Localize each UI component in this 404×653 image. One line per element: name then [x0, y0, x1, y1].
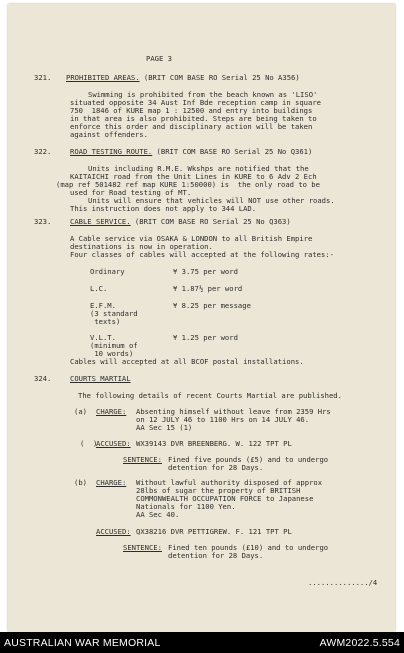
rate-class-efm: E.F.M.	[90, 301, 116, 310]
case-b-charge-label: CHARGE:	[96, 478, 127, 487]
case-b-sentence-line1: Fined ten pounds (£10) and to undergo	[168, 543, 329, 552]
item-footer-323: Cables will accepted at all BCOF postal installations.	[70, 357, 304, 366]
item-number-321: 321.	[34, 73, 52, 82]
item-body-323-line3: Four classes of cables will accepted at the following rates:-	[70, 250, 334, 259]
case-b-charge-line1: Without lawful authority disposed of approx	[136, 478, 323, 487]
item-heading-323: CABLE SERVICE. (BRIT COM BASE RO Serial 25 No Q363)	[70, 217, 291, 226]
item-number-324: 324.	[34, 374, 52, 383]
case-a-accused-label: ACCUSED:	[96, 439, 131, 448]
case-b-sentence-label: SENTENCE:	[123, 543, 162, 552]
page-title: PAGE 3	[146, 54, 172, 63]
case-b-accused-label: ACCUSED:	[96, 527, 131, 536]
rate-value-vlt: ¥ 1.25 per word	[173, 333, 238, 342]
item-body-323-line1: A Cable service via OSAKA & LONDON to all British Empire	[70, 234, 313, 243]
item-number-323: 323.	[34, 217, 52, 226]
item-body-321-line4: in that area is also prohibited. Steps are being taken to	[70, 114, 317, 123]
archive-footer-bar	[0, 632, 404, 653]
item-body-323-line2: destinations is now in operation.	[70, 242, 213, 251]
case-b-accused: QX38216 DVR PETTIGREW. F. 121 TPT PL	[136, 527, 292, 536]
rate-value-efm: ¥ 8.25 per message	[173, 301, 251, 310]
item-body-322-line1: Units including R.M.E. Wkshps are notified that the	[88, 164, 309, 173]
item-number-322: 322.	[34, 147, 52, 156]
item-body-321-line6: against offenders.	[70, 130, 148, 139]
courts-martial-intro: The following details of recent Courts Martial are published.	[78, 391, 342, 400]
archive-reference: AWM2022.5.554	[319, 637, 400, 649]
case-a-charge-line1: Absenting himself without leave from 2359 Hrs	[136, 407, 331, 416]
item-body-321-line3: 750 1846 of KURE map 1 : 12500 and entry into buildings	[70, 106, 313, 115]
rate-value-lc: ¥ 1.87½ per word	[173, 284, 243, 293]
rate-class-efm-note1: (3 standard	[90, 309, 138, 318]
rate-class-vlt: V.L.T.	[90, 333, 116, 342]
document-page	[8, 4, 395, 632]
case-a-charge-line2: on 12 JULY 46 to 1100 Hrs on 14 JULY 46.	[136, 415, 310, 424]
archive-name: AUSTRALIAN WAR MEMORIAL	[4, 637, 161, 649]
item-body-322-line6: This instruction does not apply to 344 LAD.	[70, 204, 257, 213]
case-a-bracket: ( )	[80, 439, 98, 448]
case-a-accused: WX39143 DVR BREENBERG. W. 122 TPT PL	[136, 439, 292, 448]
item-heading-322: ROAD TESTING ROUTE. (BRIT COM BASE RO Serial 25 No Q361)	[70, 147, 313, 156]
item-body-321-line5: enforce this order and disciplinary action will be taken	[70, 122, 313, 131]
case-b-charge-line4: Nationals for 1100 Yen.	[136, 502, 236, 511]
rate-class-ordinary: Ordinary	[90, 267, 125, 276]
case-a-sentence-label: SENTENCE:	[123, 455, 162, 464]
item-body-322-line3: (map ref 501482 ref map KURE 1:50000) is the only road to be	[56, 180, 320, 189]
case-b-charge-line3: COMMONWEALTH OCCUPATION FORCE to Japanese	[136, 494, 314, 503]
rate-class-vlt-note2: 10 words)	[90, 349, 134, 358]
rate-class-vlt-note1: (minimum of	[90, 341, 138, 350]
case-b-charge-line2: 28lbs of sugar the property of BRITISH	[136, 486, 301, 495]
item-body-322-line4: used for Road testing of MT.	[70, 188, 192, 197]
item-body-322-line2: KAITAICHI road from the Unit Lines in KURE to 6 Adv 2 Ech	[70, 172, 317, 181]
case-b-sentence-line2: detention for 28 Days.	[168, 551, 264, 560]
case-a-charge-line3: AA Sec 15 (1)	[136, 423, 193, 432]
case-a-sentence-line1: Fined five pounds (£5) and to undergo	[168, 455, 329, 464]
case-b-charge-line5: AA Sec 40.	[136, 510, 180, 519]
item-heading-324: COURTS MARTIAL	[70, 374, 131, 383]
rate-value-ordinary: ¥ 3.75 per word	[173, 267, 238, 276]
item-body-322-line5: Units will ensure that vehicles will NOT use other roads.	[88, 196, 335, 205]
rate-class-efm-note2: texts)	[90, 317, 121, 326]
item-body-321-line1: Swimming is prohibited from the beach known as 'LISO'	[88, 90, 318, 99]
continuation-marker: ............../4	[308, 578, 378, 587]
case-a-charge-label: CHARGE:	[96, 407, 127, 416]
item-body-321-line2: situated opposite 34 Aust Inf Bde reception camp in square	[70, 98, 321, 107]
case-a-label: (a)	[74, 407, 87, 416]
case-a-sentence-line2: detention for 28 Days.	[168, 463, 264, 472]
case-b-label: (b)	[74, 478, 87, 487]
rate-class-lc: L.C.	[90, 284, 108, 293]
item-heading-321: PROHIBITED AREAS. (BRIT COM BASE RO Serial 25 No A356)	[66, 73, 300, 82]
